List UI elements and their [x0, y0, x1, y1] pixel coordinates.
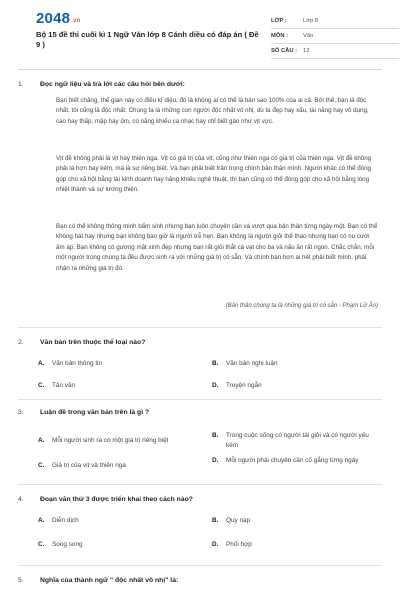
question-title: Đọc ngữ liệu và trả lời các câu hỏi bên dưới: — [40, 81, 185, 88]
passage-paragraph-2: Vịt đề không phải là vịt hay thiên nga. Vịt có giá trị của vịt, cũng như thiên nga có giá trị của thiên nga. Vịt đề không phải là hơn hay kém, mà là sự riêng biệt. Và bạn phải biết trân trọng chính bản thân mình. Người khác có thể đóng góp cho xã hội bằng tài kinh doanh hay năng khiếu nghệ thuật, thì bạn cũng có thể đóng góp cho xã hội bằng lòng nhiệt thành và sự lương thiện. — [56, 155, 372, 194]
question-number: 4. — [18, 496, 24, 503]
question-number: 5. — [18, 577, 24, 584]
option-b[interactable] — [212, 359, 372, 369]
meta-value: 12 — [303, 48, 310, 54]
option-text: Trong cuộc sống có người tài giỏi và có người yếu kém — [226, 432, 369, 449]
passage-citation: (Bản thân chúng ta là những giá trị có sẵn - Phạm Lữ Ân) — [225, 303, 378, 309]
option-text: Quy nạp — [226, 517, 251, 524]
meta-key: MÔN : — [271, 33, 289, 39]
meta-row-subject — [271, 29, 399, 44]
option-a[interactable] — [38, 436, 210, 446]
option-letter: B. — [212, 432, 219, 439]
option-text: Phối hợp — [226, 541, 252, 548]
option-letter: B. — [212, 517, 219, 524]
option-text: Mỗi người sinh ra có một giá trị riêng biệt — [52, 437, 169, 444]
question-1 — [18, 80, 382, 89]
passage — [18, 222, 382, 274]
passage-paragraph-1: Bạn biết chăng, thế gian này có điều kì diệu, đó là không ai có thể là bản sao 100% của ai cả. Bởi thế, bạn là độc nhất, tôi cũng là độc nhất. Chúng ta là những con người độc nhất vô nhị, dù ta đẹp hay xấu, tài năng hay vô dụng, cao hay thấp, mập hay ốm, có năng khiếu ca nhạc hay chỉ biết gào như vịt vực. — [56, 97, 369, 125]
option-text: Diễn dịch — [52, 517, 79, 524]
option-c[interactable] — [38, 381, 198, 391]
option-text: Mỗi người phải chuyên cần cố gắng từng ngày — [226, 457, 359, 464]
meta-key: SỐ CÂU : — [271, 48, 298, 54]
option-text: Giá trị của vịt và thiên nga — [52, 462, 126, 469]
meta-row-count — [271, 44, 399, 59]
question-divider — [18, 484, 382, 485]
passage — [18, 154, 382, 196]
question-header — [18, 495, 382, 504]
meta-key: LỚP : — [271, 18, 287, 24]
option-b[interactable] — [212, 516, 372, 526]
question-3 — [18, 408, 382, 417]
option-c[interactable] — [38, 540, 198, 550]
question-header — [18, 80, 382, 89]
option-d[interactable] — [212, 540, 372, 550]
site-logo[interactable] — [36, 12, 80, 28]
question-5 — [18, 576, 382, 585]
option-text: Tản văn — [52, 382, 76, 389]
logo-suffix: .vn — [71, 18, 81, 24]
question-title: Văn bản trên thuộc thể loại nào? — [40, 339, 146, 346]
option-b[interactable] — [212, 431, 372, 451]
option-d[interactable] — [212, 456, 372, 466]
passage-citation-row — [18, 303, 382, 309]
question-header — [18, 576, 382, 585]
meta-table — [271, 14, 399, 59]
question-title: Nghĩa của thành ngữ " độc nhất vô nhị" là: — [40, 577, 179, 584]
passage — [18, 96, 382, 127]
option-a[interactable] — [38, 359, 198, 369]
meta-value: Văn — [303, 33, 314, 39]
option-a[interactable] — [38, 516, 198, 526]
option-text: Văn bản nghị luận — [226, 360, 278, 367]
question-divider — [18, 327, 382, 328]
question-divider — [18, 565, 382, 566]
option-letter: C. — [38, 382, 45, 389]
option-letter: D. — [212, 541, 219, 548]
meta-row-class — [271, 14, 399, 29]
meta-value: Lớp 8 — [303, 18, 319, 24]
page-title: Bộ 15 đề thi cuối kì 1 Ngữ Văn lớp 8 Cánh diều có đáp án ( Đề 9 ) — [36, 30, 259, 49]
question-4 — [18, 495, 382, 504]
question-header — [18, 408, 382, 417]
option-letter: A. — [38, 360, 45, 367]
option-letter: B. — [212, 360, 219, 367]
question-title: Đoạn văn thứ 3 được triển khai theo cách nào? — [40, 496, 193, 503]
header-divider — [18, 69, 382, 70]
passage-paragraph-3: Bạn có thể không thông minh bẩm sinh nhưng bạn luôn chuyên cần và vượt qua bản thân từng ngày một. Bạn có thể không hát hay nhưng bạn không bao giờ là người trễ hẹn. Bạn không là người giỏi thể thao nhưng bạn có nụ cười ấm áp. Bạn không có gương mặt xinh đẹp nhưng bạn rất giỏi thắt cà vạt cho ba và nấu ăn rất ngon. Chắc chắn, mỗi một người trong chúng ta đều được sinh ra với những giá trị có sẵn. Và chính bạn hơn ai hết phải biết mình, phải nhận ra những giá trị đó. — [56, 223, 378, 272]
option-letter: C. — [38, 462, 45, 469]
option-d[interactable] — [212, 381, 372, 391]
option-letter: D. — [212, 457, 219, 464]
option-text: Song song — [52, 541, 83, 548]
option-text: Truyện ngắn — [226, 382, 262, 389]
question-divider — [18, 399, 382, 400]
option-letter: A. — [38, 437, 45, 444]
question-number: 3. — [18, 409, 24, 416]
option-letter: D. — [212, 382, 219, 389]
question-title: Luận đề trong văn bản trên là gì ? — [40, 409, 150, 416]
question-header — [18, 338, 382, 347]
option-letter: A. — [38, 517, 45, 524]
question-number: 2. — [18, 339, 24, 346]
option-text: Văn bản thông tin — [52, 360, 103, 367]
header — [18, 0, 382, 62]
question-2 — [18, 338, 382, 347]
option-letter: C. — [38, 541, 45, 548]
option-c[interactable] — [38, 461, 210, 471]
question-number: 1. — [18, 81, 24, 88]
logo-text: 2048 — [36, 10, 71, 27]
